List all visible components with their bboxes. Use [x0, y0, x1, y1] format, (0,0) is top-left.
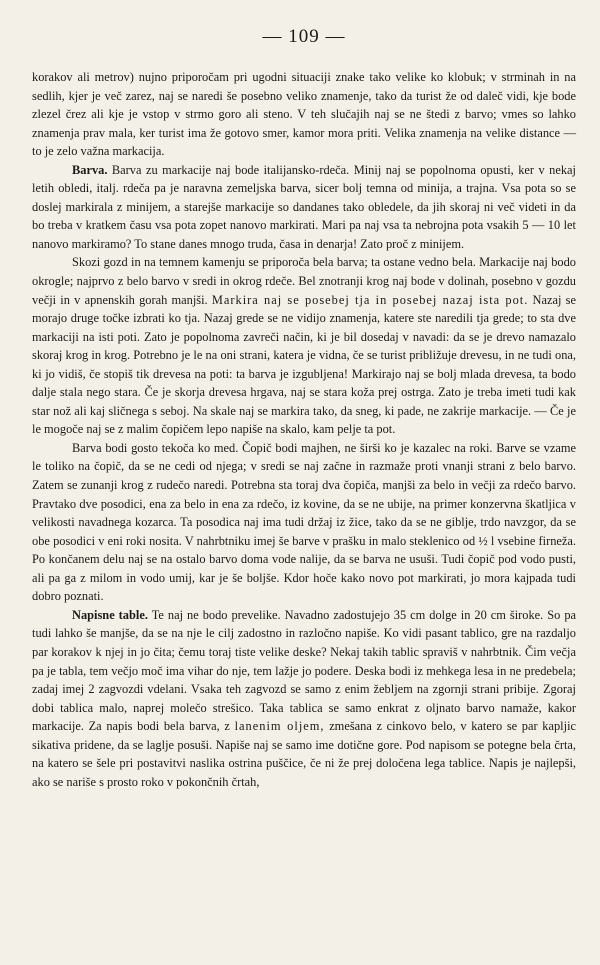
paragraph-bela-barva — [32, 253, 576, 438]
paragraph-text: Nazaj se morajo druge točke izbrati ko tja. Nazaj grede se ne vidijo znamenja, katere ste naredili tja grede; to sta dve markaciji na isti poti. Zato je popolnoma zavreči način, ki je bil dosedaj v navadi: da se je drevo namazalo skoraj krog in krog. Potrebno je le na oni strani, katera je vidna, če se turist približuje drevesu, in ne tudi ona, ki jo vidiš, če stopiš tik drevesa na poti: ta barva je izgubljena! Markirajo naj se bolj mlada drevesa, ta bodo dalje stala nego stara. Če je skorja drevesa hrgava, naj se stara koža prej ostrga. Zato je treba imeti tudi kak star nož ali kaj sličnega s seboj. Na skale naj se markira tako, da sneg, ki pade, ne zakrije markacije. — Če je le mogoče naj se z malim čopičem lepo napiše na skalo, kam pelje ta pot. — [32, 292, 576, 437]
paragraph-text: Skozi gozd in na temnem kamenju se priporoča bela barva; ta ostane vedno bela. Markacije naj bodo okrogle; najprvo z belo barvo v sredi in okrog rdeče. Bel znotranji krog naj bode v dolinah, posebno v gozdu večji in v apnenskih gorah manjši. — [32, 255, 576, 307]
paragraph-text: Te naj ne bodo prevelike. Navadno zadostujejo 35 cm dolge in 20 cm široke. So pa tudi lahko še manjše, da se na nje le cilj zadostno in razločno napiše. Ko vidi pasant tablico, gre na razdaljo par korakov k njej in jo čita; čemu toraj tiste velike deske? Nekaj takih tablic spraviš v nahrbtnik. Čim večja pa je tabla, tem večjo moč ima vihar do nje, tem lažje jo podere. Deska bodi iz mehkega lesa in ne predebela; zadaj imej 2 zagvozdi vdelani. Vsaka teh zagvozd se samo z enim žebljem na zgornji strani pribije. Zgoraj dobi tablica malo, naprej molečo strešico. Taka tablica se samo enkrat z oljnato barvo namaže, kakor markacije. Za napis bodi bela barva, z — [32, 607, 577, 734]
paragraph-text: Barva zu markacije naj bode italijansko-rdeča. Minij naj se popolnoma opusti, ker v nekaj letih obledi, italj. rdeča pa je naravna zemeljska barva, sicer bolj temna od minija, a trajna. Vsa pota so se doslej markirala z minijem, a starejše markacije so dandanes tako obledele, da jih skoraj ni več videti in da bo treba v kratkem času vsa pota zopet nanovo markirati. Mari pa naj vsa ta nebrojna pota vsakih 5 — 10 let nanovo markiramo? To stane danes mnogo truda, časa in denarja! Zato proč z minijem. — [32, 162, 576, 251]
page-number: — 109 — — [262, 26, 346, 47]
paragraph-copic — [32, 439, 576, 606]
section-title-napisne-table: Napisne table. — [72, 607, 148, 622]
spaced-emphasis: lanenim oljem, — [234, 719, 325, 734]
body-text — [32, 68, 576, 791]
paragraph-napisne-table — [32, 606, 576, 791]
section-title-barva: Barva. — [72, 162, 108, 177]
paragraph-continued — [32, 68, 576, 161]
paragraph-text: Barva bodi gosto tekoča ko med. Čopič bodi majhen, ne širši ko je kazalec na roki. Barve se vzame le toliko na čopič, da se ne cedi od njega; v sredi se naj začne in razmaže proti vnanji strani z belo barvo. Zatem se zunanji krog z rudečo naredi. Potrebna sta toraj dva čopiča, manjši za belo in večji za rdečo barvo. Pravtako dve posodici, ena za belo in ena za rdečo, iz kovine, da se ne ubije, na primer konzervna škatljica v velikosti navadnega kozarca. Ta posodica naj ima tudi držaj iz žice, tako da se ne giblje, trdo navzgor, da se obe posodici v eni roki nosita. V nahrbtniku imej še barve v prašku in malo steklenico od ½ l vsebine firneža. Po končanem delu naj se na ostalo barvo doma vode nalije, da se barva ne usuši. Tudi čopič pod vodo pusti, ali pa ga z milom in vodo umij, kar je še boljše. Kdor hoče kako novo pot markirati, jo mora kajpada tudi dobro poznati. — [32, 440, 576, 604]
paragraph-text: zmešana z cinkovo belo, v katero se par kapljic sikativa pridene, da se laglje posuši. Napiše naj se samo ime dotične gore. Pod napisom se potegne bela črta, na katero se šele pri postavitvi naslika ostrina puščice, če ni že prej določena lega tablice. Napis je najlepši, ako se nariše s prosto roko v pokončnih črtah, — [32, 719, 577, 789]
paragraph-barva — [32, 161, 576, 254]
paragraph-text: korakov ali metrov) nujno priporočam pri ugodni situaciji znake tako velike ko klobuk; v strminah in na sedlih, kjer je več zarez, naj se naredi še posebno veliko znamenje, tako da turist že od daleč vidi, kje bode zlezel črez ali kje je vstop v strmo goro ali steno. V teh slučajih naj se ne štedi z barvo; vmes so lahko znamenja prav mala, ker turist ima že gotovo smer, kamor mora priti. Velika znamenja na velike distance — to je zelo važna markacija. — [32, 70, 576, 159]
spaced-emphasis: Markira naj se posebej tja in posebej nazaj ista pot. — [211, 292, 529, 307]
